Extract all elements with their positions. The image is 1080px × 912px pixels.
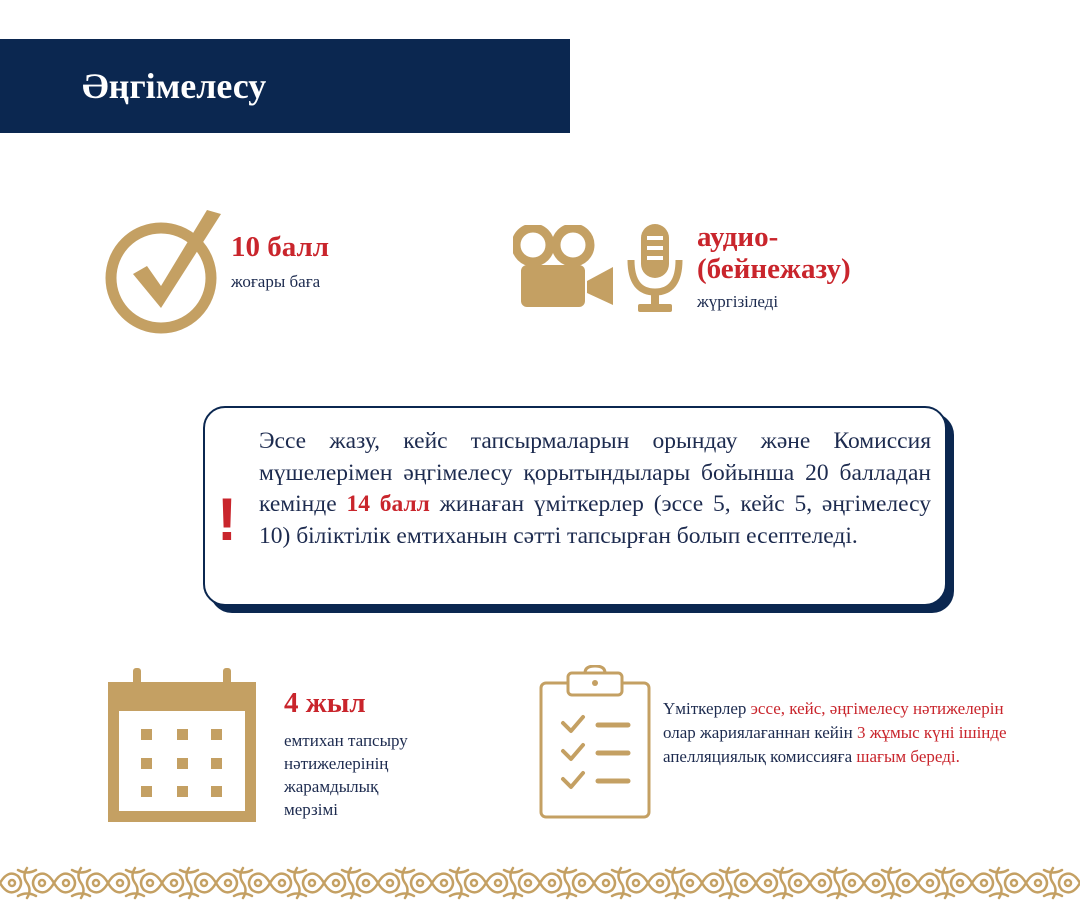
video-camera-icon [513, 225, 617, 309]
appeal-highlight-2: 3 жұмыс күні ішінде [856, 723, 1007, 742]
ornament-border [0, 866, 1080, 900]
validity-caption-line: жарамдылық [284, 777, 379, 796]
appeal-text-1: Үміткерлер [663, 699, 751, 718]
validity-caption-line: емтихан тапсыру [284, 731, 408, 750]
appeal-text [663, 697, 1008, 769]
recording-line-2: (бейнежазу) [697, 253, 851, 285]
notice-highlight: 14 балл [346, 491, 430, 517]
title-bar [0, 39, 570, 133]
page-title: Әңгімелесу [82, 66, 267, 106]
appeal-text-2: олар жариялағаннан кейін [663, 723, 857, 742]
validity-value: 4 жыл [284, 687, 366, 719]
recording-line-1: аудио- [697, 221, 779, 253]
exclamation-icon: ! [217, 486, 237, 553]
notice-text-part-2: жинаған үміткерлер (эссе 5, кейс 5, әңгімелесу 10) біліктілік емтиханын сәтті тапсырған болып есептеледі. [259, 491, 931, 549]
score-caption: жоғары баға [231, 272, 321, 291]
appeal-highlight-3: шағым береді. [856, 747, 960, 766]
score-value: 10 балл [231, 231, 330, 263]
notice-text-part-1: Эссе жазу, кейс тапсырмаларын орындау және Комиссия мүшелерімен әңгімелесу қорытындылары бойынша 20 балладан кемінде [259, 428, 931, 517]
appeal-text-3: апелляциялық комиссияға [663, 747, 857, 766]
clipboard-checklist-icon [538, 665, 652, 821]
checkmark-circle-icon [103, 208, 228, 336]
validity-caption-line: мерзімі [284, 800, 338, 819]
validity-caption [284, 729, 408, 821]
microphone-icon [626, 222, 684, 314]
notice-text [259, 426, 931, 552]
appeal-highlight-1: эссе, кейс, әңгімелесу нәтижелерін [750, 699, 1004, 718]
calendar-icon [107, 667, 257, 823]
validity-caption-line: нәтижелерінің [284, 754, 389, 773]
notice-box [203, 406, 947, 606]
recording-caption: жүргізіледі [697, 292, 779, 311]
